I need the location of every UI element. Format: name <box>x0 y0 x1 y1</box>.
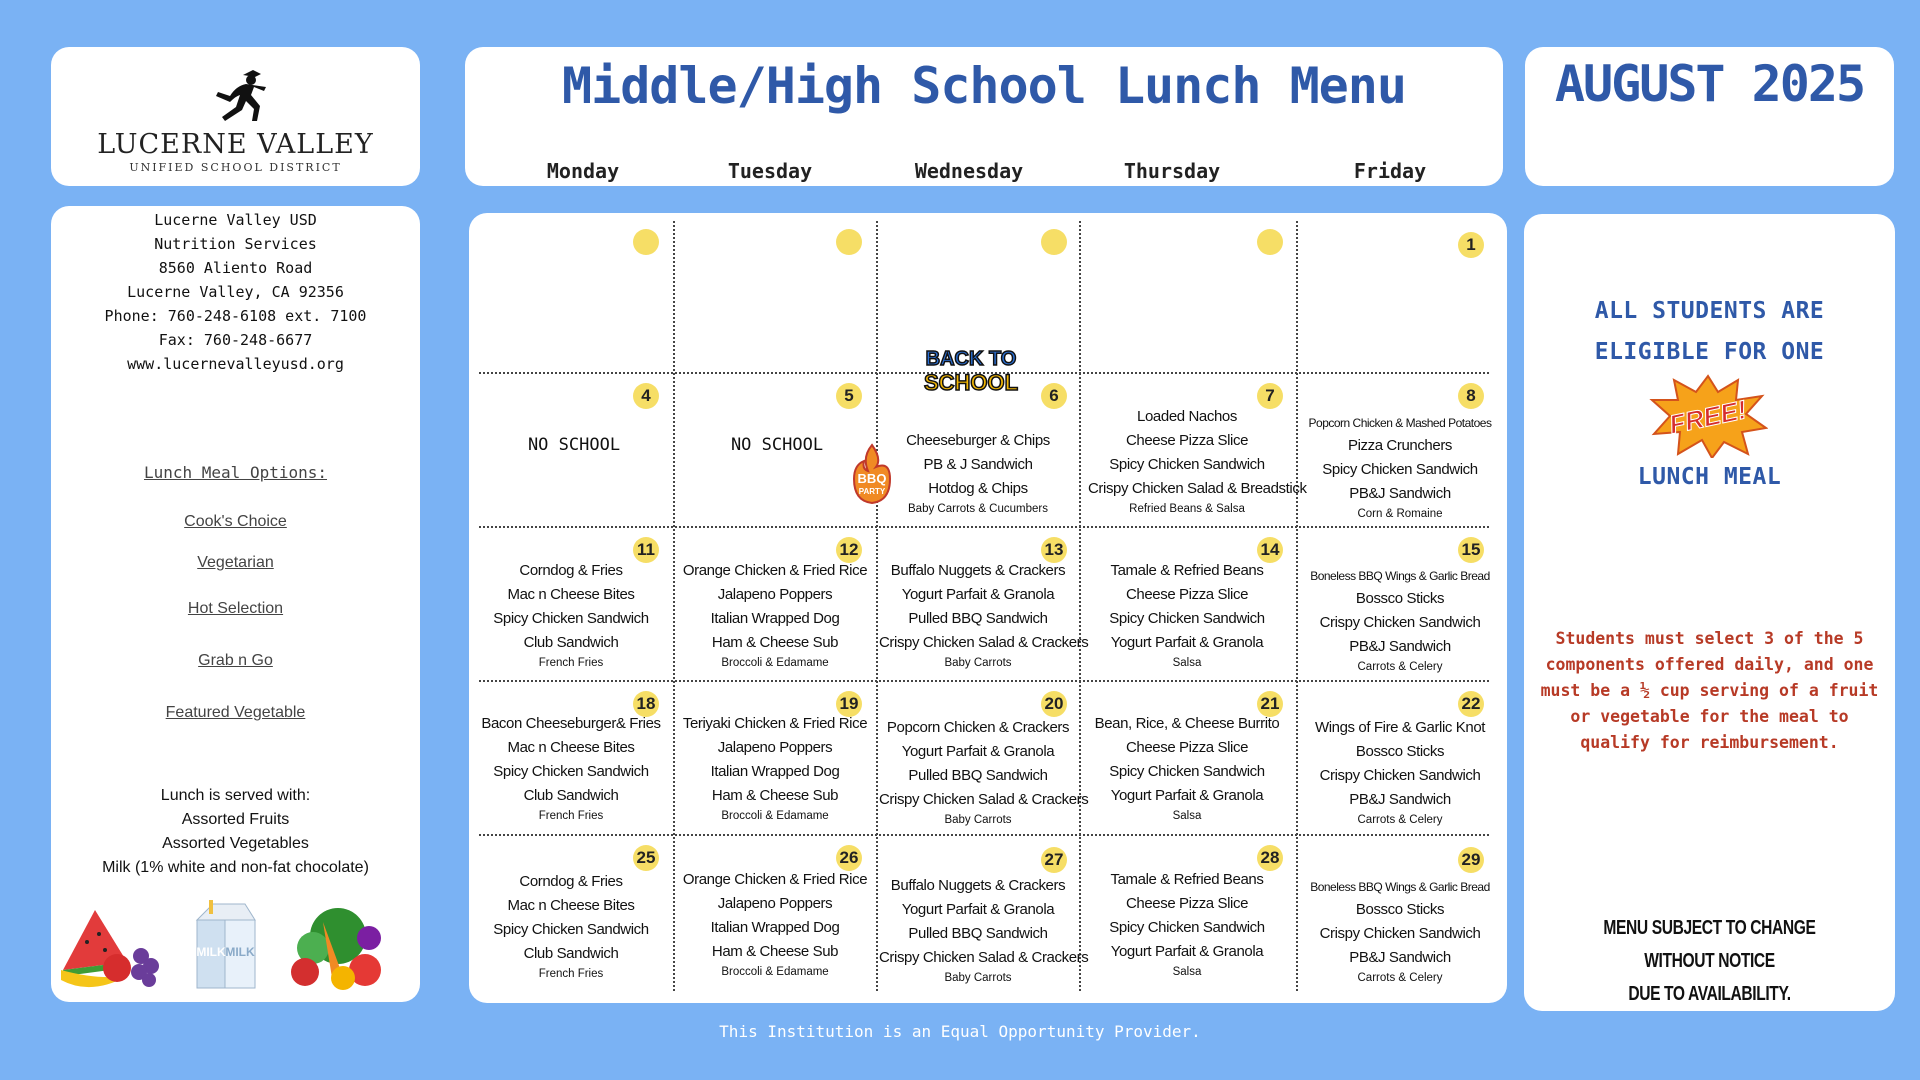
menu-item: Popcorn Chicken & Mashed Potatoes <box>1308 416 1492 430</box>
row-divider <box>479 526 1489 528</box>
option-grab-n-go: Grab n Go <box>198 652 273 669</box>
contact-fax: Fax: 760-248-6677 <box>158 331 313 349</box>
runner-logo-icon <box>191 67 281 125</box>
menu-day-8 <box>1301 412 1499 523</box>
milk-label: MILK <box>225 945 255 959</box>
menu-item: Mac n Cheese Bites <box>507 897 635 914</box>
menu-item: Bossco Sticks <box>1355 743 1445 760</box>
date-badge: 11 <box>633 537 659 563</box>
menu-item: Buffalo Nuggets & Crackers <box>890 562 1066 579</box>
menu-day-29 <box>1301 876 1499 987</box>
date-badge: 12 <box>836 537 862 563</box>
no-school-label: NO SCHOOL <box>730 435 824 455</box>
menu-item: Spicy Chicken Sandwich <box>493 610 649 627</box>
menu-item: Club Sandwich <box>523 634 619 651</box>
date-badge: 26 <box>836 845 862 871</box>
menu-side: Broccoli & Edamame <box>721 657 829 669</box>
menu-day-11 <box>472 559 670 672</box>
served-with-block <box>51 784 420 880</box>
served-line: Assorted Fruits <box>181 811 290 828</box>
date-badge-empty <box>1041 229 1067 255</box>
menu-item: PB & J Sandwich <box>923 456 1033 473</box>
menu-day-25 <box>472 870 670 983</box>
menu-side: Baby Carrots <box>944 814 1012 826</box>
weekday-header-friday: Friday <box>1353 159 1427 183</box>
menu-item: Pulled BBQ Sandwich <box>908 925 1048 942</box>
menu-item: Pulled BBQ Sandwich <box>908 610 1048 627</box>
milk-label: MILK <box>196 945 226 959</box>
contact-line: Lucerne Valley USD <box>154 211 317 229</box>
menu-item: Italian Wrapped Dog <box>710 919 840 936</box>
date-badge: 27 <box>1041 847 1067 873</box>
menu-item: Spicy Chicken Sandwich <box>493 763 649 780</box>
column-divider <box>876 221 878 991</box>
food-illustrations <box>51 902 420 992</box>
vegetables-icon <box>283 902 393 994</box>
contact-line: Lucerne Valley, CA 92356 <box>127 283 344 301</box>
menu-item: Yogurt Parfait & Granola <box>901 743 1055 760</box>
date-badge-empty <box>633 229 659 255</box>
menu-day-14 <box>1088 559 1286 672</box>
date-badge: 21 <box>1257 691 1283 717</box>
menu-item: Spicy Chicken Sandwich <box>1109 763 1265 780</box>
menu-item: Bossco Sticks <box>1355 901 1445 918</box>
contact-website: www.lucernevalleyusd.org <box>127 355 344 373</box>
option-featured-vegetable: Featured Vegetable <box>165 704 306 721</box>
title-panel <box>465 47 1503 186</box>
menu-item: Yogurt Parfait & Granola <box>901 901 1055 918</box>
menu-item: Cheese Pizza Slice <box>1125 895 1249 912</box>
menu-side: French Fries <box>538 810 604 822</box>
menu-item: Spicy Chicken Sandwich <box>1109 456 1265 473</box>
weekday-header-tuesday: Tuesday <box>727 159 813 183</box>
menu-item: Orange Chicken & Fried Rice <box>682 562 868 579</box>
district-name: LUCERNE VALLEY <box>97 129 374 160</box>
notice-panel <box>1524 214 1895 1011</box>
bbq-label: BBQ <box>857 471 887 486</box>
served-line: Lunch is served with: <box>160 787 311 804</box>
notice-line: MENU SUBJECT TO CHANGE <box>1603 917 1816 939</box>
date-badge: 7 <box>1257 383 1283 409</box>
district-subtitle: UNIFIED SCHOOL DISTRICT <box>129 161 342 174</box>
menu-item: Corndog & Fries <box>519 873 623 890</box>
row-divider <box>479 834 1489 836</box>
menu-side: Carrots & Celery <box>1357 814 1443 826</box>
menu-day-15 <box>1301 565 1499 676</box>
menu-item: Italian Wrapped Dog <box>710 763 840 780</box>
date-badge: 20 <box>1041 691 1067 717</box>
menu-item: Corndog & Fries <box>519 562 623 579</box>
menu-side: Salsa <box>1172 810 1202 822</box>
party-label: PARTY <box>858 487 886 496</box>
menu-item: Spicy Chicken Sandwich <box>493 921 649 938</box>
menu-item: Cheese Pizza Slice <box>1125 432 1249 449</box>
school-label: SCHOOL <box>923 370 1019 395</box>
menu-item: Yogurt Parfait & Granola <box>1110 943 1264 960</box>
menu-item: Crispy Chicken Salad & Crackers <box>879 791 1089 808</box>
page-title: Middle/High School Lunch Menu <box>562 57 1406 115</box>
menu-item: Orange Chicken & Fried Rice <box>682 871 868 888</box>
date-badge: 25 <box>633 845 659 871</box>
eligibility-line: LUNCH MEAL <box>1637 464 1782 490</box>
menu-item: Crispy Chicken Sandwich <box>1319 925 1481 942</box>
menu-item: Bacon Cheeseburger& Fries <box>481 715 661 732</box>
menu-item: Spicy Chicken Sandwich <box>1109 919 1265 936</box>
notice-line: DUE TO AVAILABILITY. <box>1628 983 1791 1005</box>
equal-opportunity-footer: This Institution is an Equal Opportunity Provider. <box>719 1022 1201 1041</box>
logo-panel <box>51 47 420 186</box>
menu-day-20 <box>879 716 1089 829</box>
menu-day-21 <box>1088 712 1286 825</box>
menu-day-27 <box>879 874 1089 987</box>
menu-item: Spicy Chicken Sandwich <box>1109 610 1265 627</box>
menu-item: Wings of Fire & Garlic Knot <box>1314 719 1486 736</box>
menu-item: PB&J Sandwich <box>1349 485 1451 502</box>
menu-side: Salsa <box>1172 657 1202 669</box>
meal-options-title: Lunch Meal Options: <box>143 463 328 482</box>
menu-item: Ham & Cheese Sub <box>711 634 839 651</box>
menu-item: Bossco Sticks <box>1355 590 1445 607</box>
back-to-label: BACK TO <box>925 348 1017 370</box>
menu-item: Ham & Cheese Sub <box>711 943 839 960</box>
eligibility-line: ALL STUDENTS ARE <box>1594 298 1825 324</box>
menu-item: PB&J Sandwich <box>1349 949 1451 966</box>
menu-side: Baby Carrots & Cucumbers <box>908 503 1048 515</box>
option-hot-selection: Hot Selection <box>187 600 284 617</box>
menu-item: Cheese Pizza Slice <box>1125 586 1249 603</box>
menu-item: Jalapeno Poppers <box>717 739 833 756</box>
reimbursement-rule: Students must select 3 of the 5 components offered daily, and one must be a ½ cup serving of a fruit or vegetable for the meal to qualify for reimbursement. <box>1540 629 1879 752</box>
menu-item: Mac n Cheese Bites <box>507 739 635 756</box>
menu-side: Carrots & Celery <box>1357 661 1443 673</box>
column-divider <box>673 221 675 991</box>
menu-day-6 <box>879 429 1077 518</box>
month-panel <box>1525 47 1894 186</box>
date-badge: 29 <box>1458 847 1484 873</box>
date-badge-empty <box>836 229 862 255</box>
served-line: Milk (1% white and non-fat chocolate) <box>102 859 369 876</box>
menu-side: Broccoli & Edamame <box>721 810 829 822</box>
menu-item: Tamale & Refried Beans <box>1110 562 1264 579</box>
menu-item: Crispy Chicken Sandwich <box>1319 767 1481 784</box>
date-badge: 1 <box>1458 232 1484 258</box>
menu-item: Crispy Chicken Salad & Breadstick <box>1088 480 1307 497</box>
menu-item: Jalapeno Poppers <box>717 895 833 912</box>
menu-item: Teriyaki Chicken & Fried Rice <box>682 715 868 732</box>
menu-item: Crispy Chicken Salad & Crackers <box>879 634 1089 651</box>
info-panel <box>51 206 420 1002</box>
date-badge: 6 <box>1041 383 1067 409</box>
menu-side: French Fries <box>538 968 604 980</box>
menu-item: Pulled BBQ Sandwich <box>908 767 1048 784</box>
contact-line: 8560 Aliento Road <box>158 259 313 277</box>
menu-item: Boneless BBQ Wings & Garlic Bread <box>1310 569 1490 583</box>
menu-item: PB&J Sandwich <box>1349 791 1451 808</box>
date-badge: 18 <box>633 691 659 717</box>
menu-item: Spicy Chicken Sandwich <box>1322 461 1478 478</box>
menu-item: Club Sandwich <box>523 787 619 804</box>
menu-item: Loaded Nachos <box>1137 408 1237 425</box>
weekday-header-wednesday: Wednesday <box>914 159 1024 183</box>
menu-item: Ham & Cheese Sub <box>711 787 839 804</box>
menu-side: Baby Carrots <box>944 972 1012 984</box>
no-school-label: NO SCHOOL <box>527 435 621 455</box>
free-label: FREE! <box>1666 394 1750 440</box>
menu-side: Salsa <box>1172 966 1202 978</box>
menu-item: Yogurt Parfait & Granola <box>1110 787 1264 804</box>
menu-item: Yogurt Parfait & Granola <box>901 586 1055 603</box>
weekday-header-monday: Monday <box>546 159 620 183</box>
menu-day-26 <box>676 868 874 981</box>
date-badge: 4 <box>633 383 659 409</box>
served-line: Assorted Vegetables <box>162 835 309 852</box>
menu-item: Italian Wrapped Dog <box>710 610 840 627</box>
menu-side: Refried Beans & Salsa <box>1129 503 1245 515</box>
menu-item: Hotdog & Chips <box>928 480 1028 497</box>
menu-item: Crispy Chicken Sandwich <box>1319 614 1481 631</box>
eligibility-line: ELIGIBLE FOR ONE <box>1594 339 1825 365</box>
menu-change-notice <box>1565 912 1854 1011</box>
menu-side: Carrots & Celery <box>1357 972 1443 984</box>
menu-item: Cheeseburger & Chips <box>906 432 1050 449</box>
menu-day-18 <box>472 712 670 825</box>
free-burst-icon <box>1648 374 1768 458</box>
menu-side: Corn & Romaine <box>1357 508 1443 520</box>
menu-item: Bean, Rice, & Cheese Burrito <box>1094 715 1280 732</box>
menu-day-28 <box>1088 868 1286 981</box>
menu-item: Crispy Chicken Salad & Crackers <box>879 949 1089 966</box>
column-divider <box>1296 221 1298 991</box>
menu-item: PB&J Sandwich <box>1349 638 1451 655</box>
contact-line: Nutrition Services <box>154 235 317 253</box>
column-divider <box>1079 221 1081 991</box>
menu-item: Jalapeno Poppers <box>717 586 833 603</box>
date-badge: 15 <box>1458 537 1484 563</box>
option-cooks-choice: Cook's Choice <box>184 513 287 530</box>
back-to-school-icon <box>920 341 1022 395</box>
menu-item: Popcorn Chicken & Crackers <box>886 719 1070 736</box>
contact-phone: Phone: 760-248-6108 ext. 7100 <box>104 307 367 325</box>
menu-item: Pizza Crunchers <box>1347 437 1453 454</box>
notice-line: WITHOUT NOTICE <box>1644 950 1775 972</box>
menu-side: French Fries <box>538 657 604 669</box>
menu-day-13 <box>879 559 1089 672</box>
menu-item: Buffalo Nuggets & Crackers <box>890 877 1066 894</box>
menu-item: Cheese Pizza Slice <box>1125 739 1249 756</box>
menu-day-7 <box>1088 405 1307 518</box>
month-title: AUGUST 2025 <box>1554 55 1865 113</box>
menu-item: Mac n Cheese Bites <box>507 586 635 603</box>
option-vegetarian: Vegetarian <box>197 554 274 571</box>
fruit-icon <box>55 902 165 992</box>
menu-day-12 <box>676 559 874 672</box>
milk-carton-icon <box>183 900 263 992</box>
contact-block <box>51 208 420 376</box>
date-badge: 5 <box>836 383 862 409</box>
date-badge: 13 <box>1041 537 1067 563</box>
calendar-grid <box>469 213 1507 1003</box>
menu-item: Club Sandwich <box>523 945 619 962</box>
menu-day-19 <box>676 712 874 825</box>
date-badge: 22 <box>1458 691 1484 717</box>
date-badge: 28 <box>1257 845 1283 871</box>
menu-item: Boneless BBQ Wings & Garlic Bread <box>1310 880 1490 894</box>
weekday-header-thursday: Thursday <box>1123 159 1221 183</box>
menu-side: Broccoli & Edamame <box>721 966 829 978</box>
menu-side: Baby Carrots <box>944 657 1012 669</box>
date-badge: 19 <box>836 691 862 717</box>
date-badge: 8 <box>1458 383 1484 409</box>
date-badge: 14 <box>1257 537 1283 563</box>
menu-day-22 <box>1301 716 1499 829</box>
menu-item: Yogurt Parfait & Granola <box>1110 634 1264 651</box>
menu-item: Tamale & Refried Beans <box>1110 871 1264 888</box>
date-badge-empty <box>1257 229 1283 255</box>
row-divider <box>479 680 1489 682</box>
